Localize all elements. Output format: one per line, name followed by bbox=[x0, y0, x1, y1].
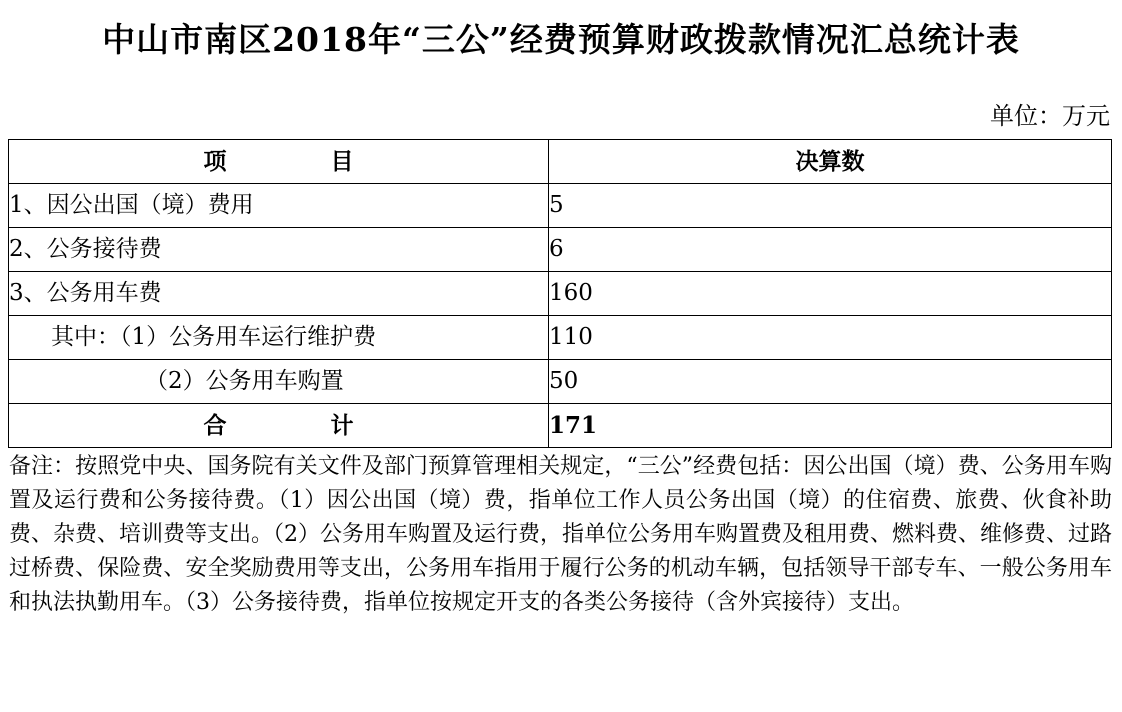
document-title: 中山市南区2018年“三公”经费预算财政拨款情况汇总统计表 bbox=[102, 20, 1020, 59]
total-value: 171 bbox=[549, 404, 1112, 448]
remarks-paragraph: 备注：按照党中央、国务院有关文件及部门预算管理相关规定，“三公”经费包括：因公出国（境）费、公务用车购置及运行费和公务接待费。（1）因公出国（境）费，指单位工作人员公务出国（境）的住宿费、旅费、伙食补助费、杂费、培训费等支出。（2）公务用车购置及运行费，指单位公务用车购置费及租用费、燃料费、维修费、过路过桥费、保险费、安全奖励费用等支出，公务用车指用于履行公务的机动车辆，包括领导干部专车、一般公务用车和执法执勤用车。（3）公务接待费，指单位按规定开支的各类公务接待（含外宾接待）支出。 bbox=[9, 454, 1113, 615]
total-label bbox=[9, 404, 549, 448]
row-label: 3、公务用车费 bbox=[9, 272, 549, 316]
row-label: 1、因公出国（境）费用 bbox=[9, 184, 549, 228]
row-value: 110 bbox=[549, 316, 1112, 360]
row-label: （2）公务用车购置 bbox=[9, 360, 549, 404]
total-label-right: 计 bbox=[330, 412, 354, 439]
row-label: 其中：（1）公务用车运行维护费 bbox=[9, 316, 549, 360]
table-row bbox=[9, 228, 1112, 272]
header-amount: 决算数 bbox=[549, 140, 1112, 184]
table-row bbox=[9, 184, 1112, 228]
table-row bbox=[9, 360, 1112, 404]
table-header-row bbox=[9, 140, 1112, 184]
row-value: 6 bbox=[549, 228, 1112, 272]
expense-table bbox=[8, 139, 1112, 448]
header-item-right: 目 bbox=[330, 148, 354, 175]
table-row bbox=[9, 316, 1112, 360]
row-value: 5 bbox=[549, 184, 1112, 228]
table-row bbox=[9, 272, 1112, 316]
row-value: 160 bbox=[549, 272, 1112, 316]
unit-label: 单位：万元 bbox=[990, 102, 1110, 130]
table-total-row bbox=[9, 404, 1112, 448]
row-label: 2、公务接待费 bbox=[9, 228, 549, 272]
row-value: 50 bbox=[549, 360, 1112, 404]
header-item-left: 项 bbox=[203, 148, 227, 175]
header-item bbox=[9, 140, 549, 184]
total-label-left: 合 bbox=[203, 412, 227, 439]
